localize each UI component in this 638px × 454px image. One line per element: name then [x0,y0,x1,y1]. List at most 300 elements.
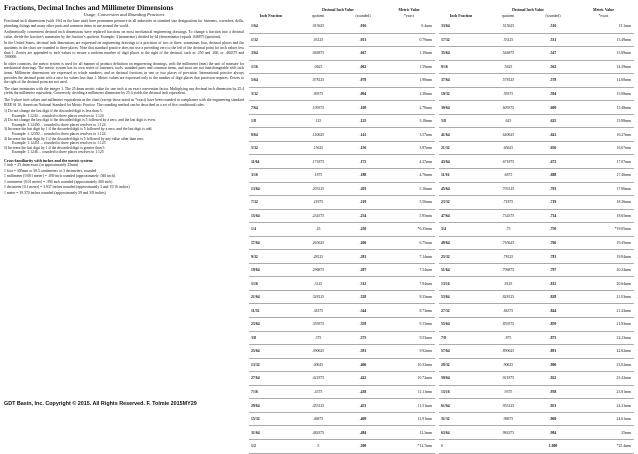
cell-inch-fraction: 13/32 [249,358,293,372]
cell-decimal-rounded: .094 [343,87,383,101]
cell-decimal-rounded: .219 [343,196,383,210]
cell-decimal-rounded: .703 [533,182,573,196]
cell-decimal-rounded: .125 [343,114,383,128]
cell-decimal-quotient: .828125 [483,290,533,304]
header-decimal-inch: Decimal Inch Value [512,8,544,12]
cell-metric-value: 14.68mm [573,74,634,88]
cell-metric-value: 4.37mm [383,155,435,169]
cell-metric-value: *12.7mm [383,439,435,453]
cell-decimal-rounded: .922 [533,372,573,386]
header-exact: *exact [598,14,609,18]
table-row [249,263,435,277]
cell-decimal-rounded: .031 [343,33,383,47]
conversion-line: 1 foot = 305mm or 30.5 centimeters or 3 decimeters, rounded [4,168,97,173]
header-decimal-inch: Decimal Inch Value [322,8,354,12]
cell-inch-fraction: 1/16 [249,60,293,74]
cell-decimal-rounded: .562 [533,60,573,74]
cell-decimal-rounded: .203 [343,182,383,196]
cell-inch-fraction: 59/64 [439,372,483,386]
cell-decimal-rounded: .719 [533,196,573,210]
cell-inch-fraction: 1/4 [249,223,293,237]
cell-decimal-quotient: .609375 [483,101,533,115]
cell-decimal-quotient: .140625 [293,128,343,142]
cell-decimal-quotient: .625 [483,114,533,128]
table-row [249,412,435,426]
cell-decimal-rounded: .672 [533,155,573,169]
cell-metric-value: 0.4mm [383,20,435,33]
cell-metric-value: 14.29mm [573,60,634,74]
table-row [439,399,634,413]
cell-metric-value: 6.75mm [383,236,435,250]
cell-decimal-quotient: .28125 [293,250,343,264]
table-row [439,209,634,223]
paragraph-fractional-inch: Fractional inch dimensions (with 1/64 as the base unit) have permanent presence in all industries as standard size designations for fasteners, wrenches, drills, plumbing fittings and many other parts and common items in use around the world. [4,19,244,28]
cell-metric-value: 12.3mm [383,426,435,440]
cell-decimal-rounded: .188 [343,169,383,183]
header-inch-fraction: Inch Fraction [259,14,283,18]
cell-decimal-quotient: .578125 [483,74,533,88]
cell-decimal-quotient: .15625 [293,141,343,155]
cell-inch-fraction: 21/32 [439,141,483,155]
cell-inch-fraction: 17/32 [439,33,483,47]
cell-metric-value: 10.72mm [383,372,435,386]
table-row [249,290,435,304]
cell-decimal-quotient: .078125 [293,74,343,88]
cell-decimal-quotient: .421875 [293,372,343,386]
cell-inch-fraction: 7/8 [439,331,483,345]
cell-decimal-quotient: .390625 [293,345,343,359]
table-row [249,169,435,183]
cell-metric-value: 13.49mm [573,33,634,47]
table-row [439,412,634,426]
table-row [249,47,435,61]
table-row [249,426,435,440]
cell-inch-fraction: 1/2 [249,439,293,453]
table-row [439,74,634,88]
table-row [439,196,634,210]
cell-metric-value: 17.07mm [573,155,634,169]
cell-decimal-rounded: .516 [533,20,573,33]
table-row [249,74,435,88]
cell-decimal-rounded: .859 [533,318,573,332]
table-row [439,236,634,250]
cell-decimal-quotient: .78125 [483,250,533,264]
table-row [249,304,435,318]
cell-decimal-rounded: .109 [343,101,383,115]
cell-metric-value: 11.91mm [383,412,435,426]
cell-inch-fraction: 9/16 [439,60,483,74]
cell-metric-value: 1.98mm [383,74,435,88]
conversion-table-left [249,8,435,454]
table-row [439,304,634,318]
rounding-rule-1 [4,109,244,118]
table-row [439,223,634,237]
cell-inch-fraction: 5/16 [249,277,293,291]
conversion-line: 1 decimeter [0.1 meter] = 3.937 inches rounded (approximately 3 and 15/16 inches) [4,185,130,190]
cell-decimal-quotient: .6875 [483,169,533,183]
cell-decimal-quotient: .953125 [483,399,533,413]
cell-inch-fraction: 11/64 [249,155,293,169]
cell-decimal-rounded: .766 [533,236,573,250]
cell-decimal-quotient: .59375 [483,87,533,101]
cell-decimal-quotient: .4375 [293,385,343,399]
rule-example: Example: 1.1246… rounded to three places resolves to 1.125 [12,150,104,155]
cell-metric-value: *19.05mm [573,223,634,237]
cell-decimal-rounded: .172 [343,155,383,169]
table-row [249,358,435,372]
cell-metric-value: 18.65mm [573,209,634,223]
cell-decimal-rounded: .891 [533,345,573,359]
cell-inch-fraction: 17/64 [249,236,293,250]
cell-decimal-quotient: .671875 [483,155,533,169]
cell-decimal-quotient: .984375 [483,426,533,440]
table-row [249,385,435,399]
cell-decimal-quotient: .328125 [293,290,343,304]
cell-decimal-quotient: .71875 [483,196,533,210]
cell-decimal-rounded: .641 [533,128,573,142]
copyright-footer: GDT Basin, Inc. Copyright © 2015. All Rights Reserved. F. Tolmie 2015MY29 [4,401,197,407]
cell-decimal-rounded: .469 [343,412,383,426]
rule-example: Example: 1.1244… rounded to three places resolves to 1.124 [12,113,104,118]
cell-decimal-quotient: .796875 [483,263,533,277]
page-title: Fractions, Decimal Inches and Millimeter Dimensions [4,3,174,12]
table-row [249,345,435,359]
rounding-rule-5 [4,146,244,155]
cell-metric-value: 4.76mm [383,169,435,183]
table-row [249,155,435,169]
cell-decimal-quotient: .203125 [293,182,343,196]
cell-decimal-rounded: .422 [343,372,383,386]
cell-decimal-quotient: .546875 [483,47,533,61]
cell-metric-value: 1.19mm [383,47,435,61]
header-rounded: (rounded) [355,14,371,18]
cell-metric-value: 16.67mm [573,141,634,155]
cell-inch-fraction: 27/32 [439,304,483,318]
table-row [249,209,435,223]
cell-inch-fraction: 5/8 [439,114,483,128]
cell-decimal-quotient: .359375 [293,318,343,332]
cell-inch-fraction: 29/32 [439,358,483,372]
cell-decimal-rounded: .016 [343,20,383,33]
cell-decimal-rounded: .797 [533,263,573,277]
header-rounded: (rounded) [545,14,561,18]
cell-metric-value: *25.4mm [573,439,634,453]
table-row [249,33,435,47]
cell-decimal-quotient: .375 [293,331,343,345]
cell-metric-value: 2.38mm [383,87,435,101]
cell-metric-value: 9.13mm [383,318,435,332]
cell-decimal-quotient: .3125 [293,277,343,291]
table-row [439,372,634,386]
cell-metric-value: 21.43mm [573,304,634,318]
cell-metric-value: 7.54mm [383,263,435,277]
cell-decimal-quotient: .234375 [293,209,343,223]
table-row [439,439,634,453]
cell-decimal-quotient: .40625 [293,358,343,372]
cell-inch-fraction: 23/64 [249,318,293,332]
cell-inch-fraction: 51/64 [439,263,483,277]
cell-inch-fraction: 9/32 [249,250,293,264]
table-row [249,399,435,413]
cell-inch-fraction: 25/64 [249,345,293,359]
cell-decimal-rounded: .812 [533,277,573,291]
table-row [439,318,634,332]
cell-decimal-rounded: .734 [533,209,573,223]
table-row [439,250,634,264]
cell-metric-value: 15.48mm [573,101,634,115]
cell-decimal-quotient: .09375 [293,87,343,101]
paragraph-decimal-inch: Arithmetically convenient decimal inch dimensions have replaced fractions on most mechanical engineering drawings. To change a fraction into a decimal value, divide the fraction’s numerator by the fraction’s quotient. Example: 3 (numerator) divided by 64 (denominator) equals .046875 (quotient). [4,30,244,39]
conversion-line: 1 centimeter [0.01 meter] = .394 inch rounded (approximately 400 inch) [4,179,113,184]
table-row [439,182,634,196]
cell-metric-value: 13.89mm [573,47,634,61]
paragraph-rounding-intro: The 5-place inch values and millimeter equivalents in the chart (except those noted as *exact) have been rounded in compliance with the engineering standard IEEE SI 10, American National Standard for Metric Practice. The rounding method can be described as a set of five conditional rules: [4,97,244,107]
cell-metric-value: 23.81mm [573,385,634,399]
cell-decimal-quotient: .1875 [293,169,343,183]
cell-decimal-rounded: .594 [533,87,573,101]
cell-decimal-quotient: .9375 [483,385,533,399]
cell-metric-value: 7.94mm [383,277,435,291]
cell-decimal-quotient: .5 [293,439,343,453]
cell-decimal-quotient: .640625 [483,128,533,142]
header-exact: *exact [404,14,414,18]
cell-metric-value: 10.32mm [383,358,435,372]
rule-example: Example: 1.12450… rounded to three places resolves to 1.124 [12,122,106,127]
cell-inch-fraction: 25/32 [439,250,483,264]
table-row [249,236,435,250]
cell-inch-fraction: 3/32 [249,87,293,101]
conversion-line: 1 inch = 25.4mm exact (or approximately 25mm) [4,163,79,168]
cell-metric-value: 7.14mm [383,250,435,264]
table-row [439,87,634,101]
cell-metric-value: 25mm [573,426,634,440]
cell-metric-value: *6.35mm [383,223,435,237]
cell-metric-value: 5.95mm [383,209,435,223]
cell-metric-value: 1.59mm [383,60,435,74]
cell-decimal-quotient: .0625 [293,60,343,74]
table-row [249,196,435,210]
table-row [249,87,435,101]
cell-decimal-rounded: .297 [343,263,383,277]
cell-inch-fraction: 49/64 [439,236,483,250]
cell-inch-fraction: 7/64 [249,101,293,115]
cell-metric-value: 8.33mm [383,290,435,304]
cell-metric-value: 22.23mm [573,331,634,345]
conversion-line: 1 meter = 39.370 inches rounded (approximately 39 and 3/8 inches) [4,190,106,195]
table-row [439,141,634,155]
cell-metric-value: 3.18mm [383,114,435,128]
cell-metric-value: 21.03mm [573,290,634,304]
cell-decimal-quotient: .484375 [293,426,343,440]
cell-metric-value: 15.08mm [573,87,634,101]
cell-decimal-rounded: .578 [533,74,573,88]
table-row [439,101,634,115]
cell-inch-fraction: 47/64 [439,209,483,223]
cell-decimal-rounded: .047 [343,47,383,61]
table-row [249,277,435,291]
cell-metric-value: 3.57mm [383,128,435,142]
cell-inch-fraction: 1/32 [249,33,293,47]
cell-decimal-quotient: .84375 [483,304,533,318]
cell-metric-value: 5.56mm [383,196,435,210]
header-metric-value: Metric Value [398,8,420,12]
cell-metric-value: 5.16mm [383,182,435,196]
table-row [249,331,435,345]
cell-metric-value: 0.79mm [383,33,435,47]
table-row [439,277,634,291]
cell-metric-value: 8.73mm [383,304,435,318]
cell-decimal-quotient: .890625 [483,345,533,359]
cell-metric-value: 15.88mm [573,114,634,128]
rule-example: Example: 1.12350… rounded to three places resolves to 1.124 [12,132,106,137]
cell-inch-fraction: 5/64 [249,74,293,88]
cell-inch-fraction: 15/32 [249,412,293,426]
rounding-rule-2 [4,118,244,127]
cell-decimal-rounded: .609 [533,101,573,115]
cell-metric-value: 23.42mm [573,372,634,386]
cell-decimal-quotient: .46875 [293,412,343,426]
cell-inch-fraction: 45/64 [439,182,483,196]
cell-metric-value: 24.61mm [573,412,634,426]
cell-decimal-rounded: .938 [533,385,573,399]
cell-inch-fraction: 11/32 [249,304,293,318]
table-row [439,20,634,33]
cell-metric-value: 11.51mm [383,399,435,413]
cell-decimal-rounded: .062 [343,60,383,74]
rule-example: Example: 1.12451… rounded to three places resolves to 1.125 [12,141,106,146]
cell-metric-value: 17.86mm [573,182,634,196]
cell-decimal-quotient: .125 [293,114,343,128]
table-row [249,372,435,386]
cell-inch-fraction: 31/64 [249,426,293,440]
rule-text: 1) Do not change the last digit if the discarded digit is less than 5. [4,109,103,114]
cell-decimal-rounded: .984 [533,426,573,440]
cell-inch-fraction: 63/64 [439,426,483,440]
cell-decimal-quotient: .03125 [293,33,343,47]
cell-decimal-quotient: .25 [293,223,343,237]
cell-decimal-quotient: .265625 [293,236,343,250]
cell-decimal-quotient: .453125 [293,399,343,413]
cell-decimal-rounded: .141 [343,128,383,142]
cell-decimal-rounded: .953 [533,399,573,413]
cell-decimal-quotient: .015625 [293,20,343,33]
table-row [249,223,435,237]
cell-decimal-rounded: .828 [533,290,573,304]
cell-inch-fraction: 27/64 [249,372,293,386]
table-row [439,426,634,440]
cell-metric-value: 20.64mm [573,277,634,291]
rule-text: 4) Increase the last digit by 1 if the discarded digit is 5 followed by any value other than zero. [4,136,145,141]
cell-decimal-quotient: .296875 [293,263,343,277]
cell-decimal-rounded: .547 [533,47,573,61]
cell-decimal-rounded: .359 [343,318,383,332]
cell-decimal-rounded: .344 [343,304,383,318]
table-row [249,250,435,264]
cell-decimal-rounded: .312 [343,277,383,291]
cell-inch-fraction: 13/16 [439,277,483,291]
cell-decimal-rounded: .234 [343,209,383,223]
header-quotient: quotient [501,14,515,18]
table-row [249,20,435,33]
cell-metric-value: 16.27mm [573,128,634,142]
table-row [439,33,634,47]
cell-decimal-quotient: .75 [483,223,533,237]
header-quotient: quotient [311,14,325,18]
cell-inch-fraction: 29/64 [249,399,293,413]
cell-decimal-quotient: .875 [483,331,533,345]
cell-inch-fraction: 35/64 [439,47,483,61]
rounding-rule-4 [4,137,244,146]
cell-decimal-quotient: .765625 [483,236,533,250]
cell-decimal-quotient: .53125 [483,33,533,47]
cell-decimal-rounded: .625 [533,114,573,128]
cell-decimal-rounded: .281 [343,250,383,264]
paragraph-metric-practice: In other countries, the metric system is used for all manner of product definition on engineering drawings, with the millimeter (mm) the unit of measure for mechanical drawings. The metric system has its own series of fasteners, tools, standard parts and common items, and most are not interchangeable with inch items. Millimeter dimensions are expressed as whole numbers, and as decimal fractions in one or two places of precision. International practice always precedes the decimal point with a zero for values less than 1. Metric values are expressed only to the number of digit places that precision requires. Zeroes to the right of the decimal point are not used. [4,61,244,85]
cell-metric-value: 18.26mm [573,196,634,210]
cell-decimal-quotient [483,439,533,453]
table-body [249,20,435,453]
table-row [249,114,435,128]
cell-inch-fraction: 7/16 [249,385,293,399]
conversion-line: 1 millimeter [0.001 meter] = .039 inch rounded (approximately .040 inch) [4,174,115,179]
cell-decimal-quotient: .65625 [483,141,533,155]
rounding-rule-3 [4,127,244,136]
cell-inch-fraction: 33/64 [439,20,483,33]
cell-decimal-rounded: .531 [533,33,573,47]
table-row [439,331,634,345]
rule-text: 5) Increase the last digit by 1 if the discarded digit is greater than 5. [4,145,106,150]
cell-decimal-rounded: .250 [343,223,383,237]
cell-decimal-rounded: .391 [343,345,383,359]
cell-inch-fraction: 19/32 [439,87,483,101]
table-row [439,155,634,169]
cell-decimal-rounded: .328 [343,290,383,304]
table-row [249,128,435,142]
cell-decimal-rounded: .969 [533,412,573,426]
table-row [439,290,634,304]
cell-metric-value: 11.11mm [383,385,435,399]
cell-inch-fraction: 1/8 [249,114,293,128]
cell-decimal-quotient: .171875 [293,155,343,169]
table-row [249,182,435,196]
cell-metric-value: 19.84mm [573,250,634,264]
cell-decimal-rounded: .500 [343,439,383,453]
cell-metric-value: 3.97mm [383,141,435,155]
document-text-column [4,3,244,399]
cell-inch-fraction: 37/64 [439,74,483,88]
paragraph-conversion-factor: The chart terminates with the integer 1. The 25.4mm metric value for one inch is an exact conversion factor. Multiplying any decimal inch dimension by 25.4 yields the millimeter equivalent. Conversely, dividing a millimeter dimension by 25.4 yields the decimal inch equivalent. [4,86,244,96]
cell-decimal-rounded: .266 [343,236,383,250]
cell-decimal-rounded: .656 [533,141,573,155]
table-row [439,385,634,399]
cell-decimal-rounded: .438 [343,385,383,399]
table-row [249,318,435,332]
cell-decimal-rounded: .484 [343,426,383,440]
cell-decimal-quotient: .515625 [483,20,533,33]
cell-inch-fraction: 1/64 [249,20,293,33]
cell-decimal-rounded: .375 [343,331,383,345]
cell-decimal-quotient: .34375 [293,304,343,318]
cell-decimal-rounded: .453 [343,399,383,413]
cell-decimal-quotient: .5625 [483,60,533,74]
cell-inch-fraction: 41/64 [439,128,483,142]
cell-decimal-rounded: .906 [533,358,573,372]
cell-decimal-quotient: .8125 [483,277,533,291]
cell-inch-fraction: 3/16 [249,169,293,183]
table-row [249,101,435,115]
cell-inch-fraction: 31/32 [439,412,483,426]
cell-inch-fraction: 3/64 [249,47,293,61]
